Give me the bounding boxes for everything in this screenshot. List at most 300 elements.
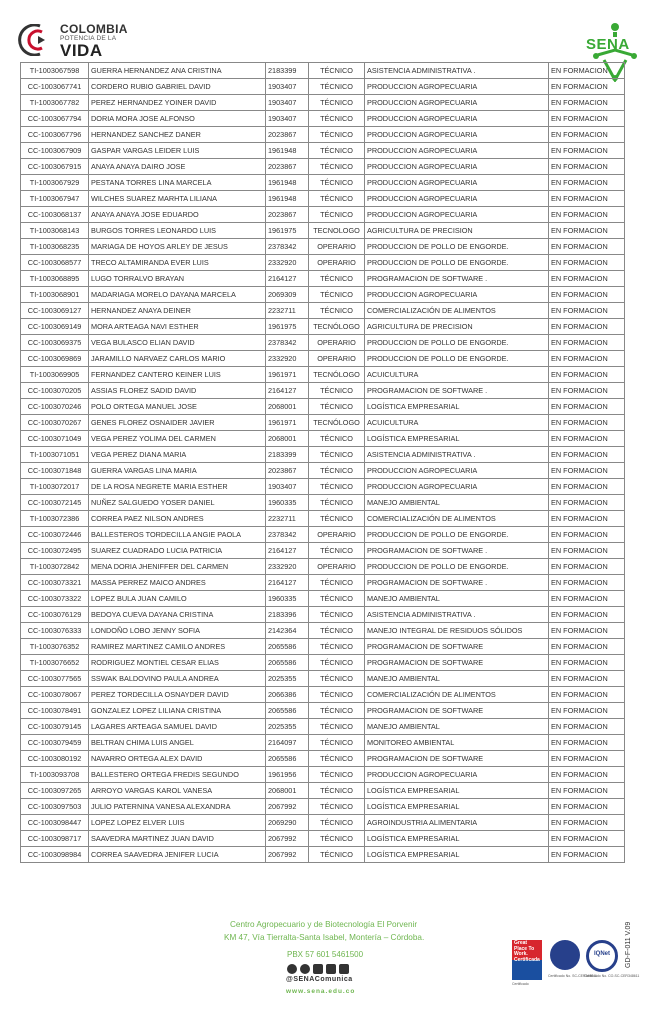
footer-address: KM 47, Vía Tierralta-Santa Isabel, Montería – Córdoba. (224, 933, 425, 942)
cert2-caption: Certificado No. SC-CER348611 (548, 974, 597, 978)
program-name: PROGRAMACION DE SOFTWARE . (365, 575, 549, 591)
program-level: TÉCNICO (309, 431, 365, 447)
table-row (21, 479, 625, 495)
program-code: 1903407 (266, 111, 309, 127)
learner-name: NUÑEZ SALGUEDO YOSER DANIEL (89, 495, 266, 511)
learner-document: CC-1003070205 (21, 383, 89, 399)
learner-document: TI-1003072386 (21, 511, 89, 527)
logo-line-2: POTENCIA DE LA (60, 35, 117, 42)
learner-name: MORA ARTEAGA NAVI ESTHER (89, 319, 266, 335)
table-row (21, 431, 625, 447)
footer-website[interactable]: www.sena.edu.co (286, 988, 356, 995)
program-level: TÉCNICO (309, 511, 365, 527)
table-row (21, 447, 625, 463)
learner-status: EN FORMACION (549, 575, 625, 591)
program-code: 2068001 (266, 431, 309, 447)
program-level: TÉCNICO (309, 207, 365, 223)
table-row (21, 847, 625, 863)
table-row (21, 383, 625, 399)
learner-document: TI-1003069905 (21, 367, 89, 383)
program-name: LOGÍSTICA EMPRESARIAL (365, 799, 549, 815)
learner-status: EN FORMACION (549, 415, 625, 431)
learner-name: MARIAGA DE HOYOS ARLEY DE JESUS (89, 239, 266, 255)
program-code: 2025355 (266, 671, 309, 687)
program-name: LOGÍSTICA EMPRESARIAL (365, 831, 549, 847)
learner-name: LOPEZ LOPEZ ELVER LUIS (89, 815, 266, 831)
learner-document: TI-1003072842 (21, 559, 89, 575)
learner-document: CC-1003067915 (21, 159, 89, 175)
learner-status: EN FORMACION (549, 351, 625, 367)
table-row (21, 655, 625, 671)
learner-status: EN FORMACION (549, 111, 625, 127)
learner-status: EN FORMACION (549, 143, 625, 159)
program-code: 2183399 (266, 63, 309, 79)
table-row (21, 751, 625, 767)
learner-document: CC-1003067741 (21, 79, 89, 95)
learner-name: SUAREZ CUADRADO LUCIA PATRICIA (89, 543, 266, 559)
program-code: 2023867 (266, 207, 309, 223)
program-code: 1961975 (266, 319, 309, 335)
learner-name: RAMIREZ MARTINEZ CAMILO ANDRES (89, 639, 266, 655)
program-name: PRODUCCION DE POLLO DE ENGORDE. (365, 239, 549, 255)
learner-name: SAAVEDRA MARTINEZ JUAN DAVID (89, 831, 266, 847)
learner-status: EN FORMACION (549, 223, 625, 239)
learner-status: EN FORMACION (549, 207, 625, 223)
learner-document: CC-1003069375 (21, 335, 89, 351)
program-name: PROGRAMACION DE SOFTWARE (365, 655, 549, 671)
learner-document: TI-1003067782 (21, 95, 89, 111)
program-name: PROGRAMACION DE SOFTWARE . (365, 543, 549, 559)
program-level: TÉCNICO (309, 95, 365, 111)
learner-status: EN FORMACION (549, 479, 625, 495)
learner-name: GASPAR VARGAS LEIDER LUIS (89, 143, 266, 159)
learner-document: TI-1003067947 (21, 191, 89, 207)
table-row (21, 591, 625, 607)
program-code: 2332920 (266, 255, 309, 271)
table-row (21, 815, 625, 831)
program-code: 2067992 (266, 831, 309, 847)
learner-document: CC-1003079145 (21, 719, 89, 735)
program-code: 2068001 (266, 399, 309, 415)
program-code: 2025355 (266, 719, 309, 735)
table-row (21, 799, 625, 815)
program-level: TÉCNICO (309, 191, 365, 207)
iqnet-seal: IQNet (586, 940, 618, 972)
program-name: PRODUCCION DE POLLO DE ENGORDE. (365, 559, 549, 575)
program-name: PROGRAMACION DE SOFTWARE (365, 639, 549, 655)
program-level: TÉCNICO (309, 79, 365, 95)
table-row (21, 831, 625, 847)
program-level: OPERARIO (309, 255, 365, 271)
table-row (21, 399, 625, 415)
learner-document: CC-1003072446 (21, 527, 89, 543)
program-name: ASISTENCIA ADMINISTRATIVA . (365, 63, 549, 79)
program-name: PRODUCCION AGROPECUARIA (365, 767, 549, 783)
facebook-icon[interactable] (300, 964, 310, 974)
table-row (21, 463, 625, 479)
learner-name: ASSIAS FLOREZ SADID DAVID (89, 383, 266, 399)
learner-status: EN FORMACION (549, 95, 625, 111)
program-code: 2023867 (266, 127, 309, 143)
table-row (21, 607, 625, 623)
learner-name: PESTANA TORRES LINA MARCELA (89, 175, 266, 191)
learner-name: WILCHES SUAREZ MARHTA LILIANA (89, 191, 266, 207)
program-name: AGRICULTURA DE PRECISION (365, 319, 549, 335)
table-row (21, 687, 625, 703)
colombia-mark-icon (18, 24, 52, 56)
learner-status: EN FORMACION (549, 655, 625, 671)
program-level: TÉCNICO (309, 783, 365, 799)
learner-name: GUERRA HERNANDEZ ANA CRISTINA (89, 63, 266, 79)
table-row (21, 351, 625, 367)
learner-document: CC-1003078491 (21, 703, 89, 719)
learner-name: MADARIAGA MORELO DAYANA MARCELA (89, 287, 266, 303)
table-row (21, 719, 625, 735)
program-code: 2069290 (266, 815, 309, 831)
program-level: OPERARIO (309, 527, 365, 543)
table-row (21, 559, 625, 575)
learner-name: ARROYO VARGAS KAROL VANESA (89, 783, 266, 799)
program-name: MANEJO AMBIENTAL (365, 671, 549, 687)
program-level: TÉCNICO (309, 399, 365, 415)
program-name: ACUICULTURA (365, 415, 549, 431)
program-code: 2066386 (266, 687, 309, 703)
program-name: ACUICULTURA (365, 367, 549, 383)
table-row (21, 143, 625, 159)
program-level: TÉCNICO (309, 607, 365, 623)
learner-name: VEGA PEREZ YOLIMA DEL CARMEN (89, 431, 266, 447)
great-place-to-work-badge: Great Place To Work. Certificada (512, 940, 542, 980)
learner-document: CC-1003069149 (21, 319, 89, 335)
program-code: 2164127 (266, 575, 309, 591)
learner-name: SSWAK BALDOVINO PAULA ANDREA (89, 671, 266, 687)
learner-status: EN FORMACION (549, 447, 625, 463)
table-row (21, 495, 625, 511)
program-name: COMERCIALIZACIÓN DE ALIMENTOS (365, 511, 549, 527)
program-code: 1961948 (266, 175, 309, 191)
program-name: PRODUCCION DE POLLO DE ENGORDE. (365, 255, 549, 271)
learner-name: LAGARES ARTEAGA SAMUEL DAVID (89, 719, 266, 735)
learner-status: EN FORMACION (549, 271, 625, 287)
program-code: 2065586 (266, 655, 309, 671)
learner-status: EN FORMACION (549, 367, 625, 383)
learner-document: CC-1003077565 (21, 671, 89, 687)
program-code: 2183396 (266, 607, 309, 623)
program-level: TÉCNICO (309, 799, 365, 815)
learner-document: CC-1003067794 (21, 111, 89, 127)
sena-wordmark: SENA (586, 36, 630, 53)
learner-document: CC-1003073322 (21, 591, 89, 607)
learner-name: ANAYA ANAYA DAIRO JOSE (89, 159, 266, 175)
learner-status: EN FORMACION (549, 239, 625, 255)
program-code: 2069309 (266, 287, 309, 303)
table-row (21, 303, 625, 319)
program-level: TÉCNICO (309, 639, 365, 655)
learner-name: PEREZ TORDECILLA OSNAYDER DAVID (89, 687, 266, 703)
table-row (21, 639, 625, 655)
program-name: PRODUCCION AGROPECUARIA (365, 127, 549, 143)
learner-document: CC-1003097265 (21, 783, 89, 799)
learner-name: DE LA ROSA NEGRETE MARIA ESTHER (89, 479, 266, 495)
learners-table-body (21, 63, 625, 863)
table-row (21, 671, 625, 687)
learner-name: RODRIGUEZ MONTIEL CESAR ELIAS (89, 655, 266, 671)
program-level: TÉCNICO (309, 687, 365, 703)
program-level: TÉCNICO (309, 271, 365, 287)
learner-document: CC-1003072145 (21, 495, 89, 511)
learner-status: EN FORMACION (549, 783, 625, 799)
program-level: TÉCNICO (309, 143, 365, 159)
program-name: COMERCIALIZACIÓN DE ALIMENTOS (365, 303, 549, 319)
program-name: ASISTENCIA ADMINISTRATIVA . (365, 607, 549, 623)
learner-name: VEGA PEREZ DIANA MARIA (89, 447, 266, 463)
program-level: TÉCNICO (309, 735, 365, 751)
program-code: 1961971 (266, 367, 309, 383)
learner-status: EN FORMACION (549, 431, 625, 447)
learner-status: EN FORMACION (549, 847, 625, 863)
table-row (21, 255, 625, 271)
program-code: 2023867 (266, 159, 309, 175)
table-row (21, 767, 625, 783)
program-name: PROGRAMACION DE SOFTWARE . (365, 271, 549, 287)
learner-status: EN FORMACION (549, 175, 625, 191)
program-name: MANEJO INTEGRAL DE RESIDUOS SÓLIDOS (365, 623, 549, 639)
linkedin-icon[interactable] (339, 964, 349, 974)
program-code: 1961948 (266, 191, 309, 207)
learner-document: CC-1003098717 (21, 831, 89, 847)
learner-name: JULIO PATERNINA VANESA ALEXANDRA (89, 799, 266, 815)
program-level: TÉCNICO (309, 287, 365, 303)
table-row (21, 527, 625, 543)
learner-document: TI-1003093708 (21, 767, 89, 783)
table-row (21, 175, 625, 191)
learner-document: CC-1003071848 (21, 463, 89, 479)
program-code: 2065586 (266, 639, 309, 655)
program-level: OPERARIO (309, 335, 365, 351)
learner-status: EN FORMACION (549, 495, 625, 511)
learner-document: CC-1003076129 (21, 607, 89, 623)
program-level: TÉCNICO (309, 303, 365, 319)
program-name: LOGÍSTICA EMPRESARIAL (365, 431, 549, 447)
learner-document: TI-1003067598 (21, 63, 89, 79)
learner-document: CC-1003079459 (21, 735, 89, 751)
learner-status: EN FORMACION (549, 543, 625, 559)
learner-status: EN FORMACION (549, 463, 625, 479)
program-name: MONITOREO AMBIENTAL (365, 735, 549, 751)
program-name: PRODUCCION DE POLLO DE ENGORDE. (365, 351, 549, 367)
learner-status: EN FORMACION (549, 191, 625, 207)
learner-document: CC-1003069127 (21, 303, 89, 319)
program-level: TÉCNICO (309, 703, 365, 719)
program-level: TÉCNICO (309, 159, 365, 175)
table-row (21, 511, 625, 527)
program-name: PRODUCCION AGROPECUARIA (365, 287, 549, 303)
cert3-caption: Certificado No. CO-SC-CER348611 (584, 974, 640, 978)
learner-status: EN FORMACION (549, 703, 625, 719)
icontec-seal (550, 940, 580, 970)
learner-status: EN FORMACION (549, 79, 625, 95)
program-name: PRODUCCION AGROPECUARIA (365, 79, 549, 95)
program-level: TÉCNICO (309, 815, 365, 831)
learner-status: EN FORMACION (549, 335, 625, 351)
table-row (21, 367, 625, 383)
program-name: PRODUCCION DE POLLO DE ENGORDE. (365, 335, 549, 351)
footer-center-name: Centro Agropecuario y de Biotecnología El Porvenir (230, 920, 418, 929)
document-code: GD-F-011 V.09 (625, 921, 632, 968)
program-name: PROGRAMACION DE SOFTWARE . (365, 383, 549, 399)
program-code: 2067992 (266, 799, 309, 815)
table-row (21, 575, 625, 591)
table-row (21, 735, 625, 751)
learner-name: CORREA SAAVEDRA JENIFER LUCIA (89, 847, 266, 863)
table-row (21, 415, 625, 431)
table-row (21, 319, 625, 335)
learner-status: EN FORMACION (549, 815, 625, 831)
logo-line-1: COLOMBIA (60, 22, 128, 36)
program-code: 2378342 (266, 527, 309, 543)
program-level: OPERARIO (309, 559, 365, 575)
learner-name: TRECO ALTAMIRANDA EVER LUIS (89, 255, 266, 271)
learner-name: BURGOS TORRES LEONARDO LUIS (89, 223, 266, 239)
learner-name: BALLESTEROS TORDECILLA ANGIE PAOLA (89, 527, 266, 543)
learner-name: NAVARRO ORTEGA ALEX DAVID (89, 751, 266, 767)
program-code: 2183399 (266, 447, 309, 463)
program-name: PRODUCCION DE POLLO DE ENGORDE. (365, 527, 549, 543)
learner-document: TI-1003072017 (21, 479, 89, 495)
program-level: TECNÓLOGO (309, 415, 365, 431)
table-row (21, 223, 625, 239)
logo-line-3: VIDA (60, 41, 103, 60)
program-code: 2378342 (266, 239, 309, 255)
program-code: 2164127 (266, 543, 309, 559)
table-row (21, 239, 625, 255)
learner-name: LUGO TORRALVO BRAYAN (89, 271, 266, 287)
learner-document: TI-1003068901 (21, 287, 89, 303)
program-level: TÉCNICO (309, 543, 365, 559)
learner-status: EN FORMACION (549, 687, 625, 703)
program-name: MANEJO AMBIENTAL (365, 495, 549, 511)
program-code: 2065586 (266, 751, 309, 767)
table-row (21, 543, 625, 559)
table-row (21, 287, 625, 303)
program-name: PRODUCCION AGROPECUARIA (365, 95, 549, 111)
program-code: 2332920 (266, 351, 309, 367)
table-row (21, 111, 625, 127)
learner-name: CORDERO RUBIO GABRIEL DAVID (89, 79, 266, 95)
learner-document: CC-1003067909 (21, 143, 89, 159)
learner-name: LOPEZ BULA JUAN CAMILO (89, 591, 266, 607)
learner-status: EN FORMACION (549, 719, 625, 735)
program-level: TÉCNICO (309, 623, 365, 639)
twitter-icon[interactable] (313, 964, 323, 974)
learner-document: TI-1003068235 (21, 239, 89, 255)
learner-name: JARAMILLO NARVAEZ CARLOS MARIO (89, 351, 266, 367)
program-code: 2068001 (266, 783, 309, 799)
learner-status: EN FORMACION (549, 751, 625, 767)
learner-status: EN FORMACION (549, 63, 625, 79)
learner-name: HERNANDEZ ANAYA DEINER (89, 303, 266, 319)
learner-name: GUERRA VARGAS LINA MARIA (89, 463, 266, 479)
learner-name: LONDOÑO LOBO JENNY SOFIA (89, 623, 266, 639)
program-name: LOGÍSTICA EMPRESARIAL (365, 847, 549, 863)
learner-document: CC-1003098984 (21, 847, 89, 863)
youtube-icon[interactable] (326, 964, 336, 974)
learner-status: EN FORMACION (549, 671, 625, 687)
learner-status: EN FORMACION (549, 127, 625, 143)
program-name: LOGÍSTICA EMPRESARIAL (365, 783, 549, 799)
learner-name: GONZALEZ LOPEZ LILIANA CRISTINA (89, 703, 266, 719)
learner-document: CC-1003070267 (21, 415, 89, 431)
program-level: TÉCNICO (309, 575, 365, 591)
learner-status: EN FORMACION (549, 511, 625, 527)
learner-status: EN FORMACION (549, 159, 625, 175)
learner-status: EN FORMACION (549, 735, 625, 751)
learner-status: EN FORMACION (549, 399, 625, 415)
social-icons (287, 961, 352, 973)
program-code: 1903407 (266, 95, 309, 111)
program-code: 2065586 (266, 703, 309, 719)
program-code: 2164097 (266, 735, 309, 751)
learner-document: TI-1003068143 (21, 223, 89, 239)
program-level: TECNÓLOGO (309, 367, 365, 383)
program-code: 1961956 (266, 767, 309, 783)
program-level: TÉCNICO (309, 111, 365, 127)
program-level: TÉCNICO (309, 383, 365, 399)
program-name: PRODUCCION AGROPECUARIA (365, 207, 549, 223)
learner-name: MENA DORIA JHENIFFER DEL CARMEN (89, 559, 266, 575)
program-code: 1903407 (266, 79, 309, 95)
learner-status: EN FORMACION (549, 287, 625, 303)
program-level: TÉCNICO (309, 767, 365, 783)
program-level: OPERARIO (309, 351, 365, 367)
learner-name: FERNANDEZ CANTERO KEINER LUIS (89, 367, 266, 383)
learner-status: EN FORMACION (549, 607, 625, 623)
table-row (21, 159, 625, 175)
learner-name: HERNANDEZ SANCHEZ DANER (89, 127, 266, 143)
learner-name: PEREZ HERNANDEZ YOINER DAVID (89, 95, 266, 111)
learner-name: DORIA MORA JOSE ALFONSO (89, 111, 266, 127)
learner-status: EN FORMACION (549, 767, 625, 783)
learner-document: TI-1003068895 (21, 271, 89, 287)
program-level: TÉCNICO (309, 671, 365, 687)
table-row (21, 95, 625, 111)
program-code: 2067992 (266, 847, 309, 863)
learner-status: EN FORMACION (549, 255, 625, 271)
program-level: TÉCNICO (309, 655, 365, 671)
table-row (21, 271, 625, 287)
program-name: PRODUCCION AGROPECUARIA (365, 191, 549, 207)
learner-document: CC-1003078067 (21, 687, 89, 703)
learner-name: ANAYA ANAYA JOSE EDUARDO (89, 207, 266, 223)
program-level: TÉCNICO (309, 719, 365, 735)
program-name: MANEJO AMBIENTAL (365, 591, 549, 607)
learner-document: CC-1003080192 (21, 751, 89, 767)
learner-document: CC-1003072495 (21, 543, 89, 559)
instagram-icon[interactable] (287, 964, 297, 974)
learner-document: TI-1003071051 (21, 447, 89, 463)
learner-status: EN FORMACION (549, 623, 625, 639)
table-row (21, 623, 625, 639)
program-level: TECNÓLOGO (309, 319, 365, 335)
learner-status: EN FORMACION (549, 831, 625, 847)
cert1-caption: Certificado (512, 982, 529, 986)
program-code: 2142364 (266, 623, 309, 639)
program-level: TÉCNICO (309, 127, 365, 143)
learner-status: EN FORMACION (549, 639, 625, 655)
program-name: PROGRAMACION DE SOFTWARE (365, 751, 549, 767)
program-name: AGROINDUSTRIA ALIMENTARIA (365, 815, 549, 831)
learner-name: GENES FLOREZ OSNAIDER JAVIER (89, 415, 266, 431)
